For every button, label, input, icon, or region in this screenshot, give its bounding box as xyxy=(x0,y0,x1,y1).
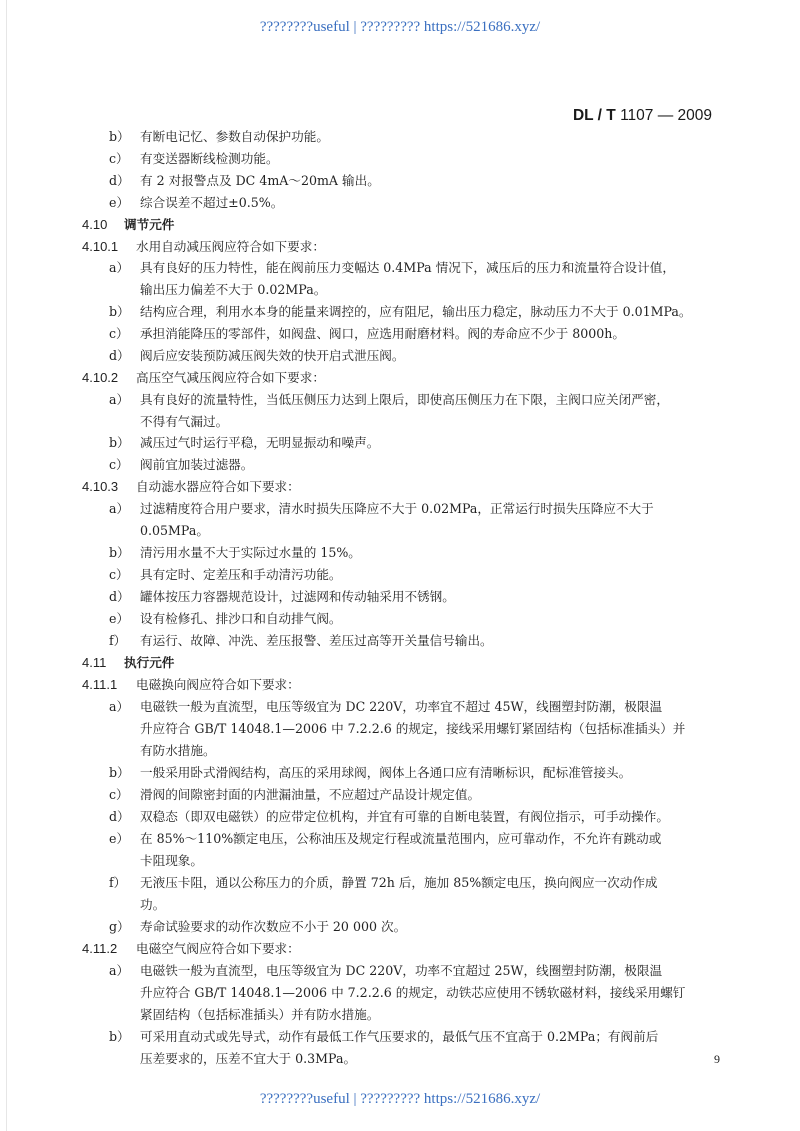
watermark-link-top[interactable]: ????????useful | ????????? https://521686.xyz/ xyxy=(259,19,541,35)
list-item-text: 寿命试验要求的动作次数应不小于 20 000 次。 xyxy=(140,919,407,934)
list-item-label: c） xyxy=(109,457,129,472)
list-item xyxy=(109,326,625,342)
heading-number: 4.10.2 xyxy=(82,370,119,385)
list-item-label: a） xyxy=(109,260,130,275)
subsection-heading xyxy=(82,677,300,693)
heading-number: 4.10.1 xyxy=(82,239,119,254)
list-item-label: b） xyxy=(109,765,130,780)
heading-text: 执行元件 xyxy=(124,655,175,670)
list-item-continuation: 0.05MPa。 xyxy=(140,523,209,538)
subsection-heading xyxy=(82,941,300,957)
list-item-label: d） xyxy=(109,809,130,824)
list-item xyxy=(109,392,669,408)
list-item-continuation: 卡阻现象。 xyxy=(140,853,203,868)
list-item-continuation: 升应符合 GB/T 14048.1—2006 中 7.2.2.6 的规定，动铁芯应使用不锈软磁材料，接线采用螺钉 xyxy=(140,985,686,1000)
list-item-continuation: 功。 xyxy=(140,897,166,912)
list-item-text: 有变送器断线检测功能。 xyxy=(140,151,279,166)
list-item-text: 电磁铁一般为直流型，电压等级宜为 DC 220V，功率不宜超过 25W，线圈塑封防潮，极限温 xyxy=(140,963,663,978)
heading-text: 自动滤水器应符合如下要求： xyxy=(136,479,300,494)
list-item-text: 滑阀的间隙密封面的内泄漏油量，不应超过产品设计规定值。 xyxy=(140,787,481,802)
list-item-continuation: 有防水措施。 xyxy=(140,743,216,758)
list-item-text: 在 85%～110%额定电压，公称油压及规定行程或流量范围内，应可靠动作，不允许有跳动或 xyxy=(140,831,662,846)
list-item xyxy=(109,151,279,167)
list-item-text: 有断电记忆、参数自动保护功能。 xyxy=(140,129,329,144)
list-item-label: e） xyxy=(109,195,130,210)
list-item-label: f） xyxy=(109,633,127,648)
list-item xyxy=(109,831,662,847)
list-item-label: e） xyxy=(109,611,130,626)
list-item-text: 罐体按压力容器规范设计，过滤网和传动轴采用不锈钢。 xyxy=(140,589,455,604)
list-item xyxy=(109,195,284,211)
subsection-heading xyxy=(82,479,300,495)
list-item xyxy=(109,875,658,891)
document-code xyxy=(573,107,712,125)
list-item-label: d） xyxy=(109,173,130,188)
list-item xyxy=(109,435,380,451)
list-item xyxy=(109,545,361,561)
list-item-text: 可采用直动式或先导式，动作有最低工作气压要求的，最低气压不宜高于 0.2MPa；有阀前后 xyxy=(140,1029,659,1044)
list-item-text: 减压过气时运行平稳，无明显振动和噪声。 xyxy=(140,435,380,450)
list-item-label: d） xyxy=(109,589,130,604)
list-item xyxy=(109,129,329,145)
list-item-label: c） xyxy=(109,326,129,341)
list-item-text: 清污用水量不大于实际过水量的 15%。 xyxy=(140,545,361,560)
heading-text: 电磁换向阀应符合如下要求： xyxy=(136,677,300,692)
heading-number: 4.11.1 xyxy=(82,677,118,692)
list-item xyxy=(109,765,632,781)
section-heading xyxy=(82,655,175,671)
heading-number: 4.11 xyxy=(82,655,107,670)
heading-text: 电磁空气阀应符合如下要求： xyxy=(136,941,300,956)
list-item-label: b） xyxy=(109,545,130,560)
list-item-label: e） xyxy=(109,831,130,846)
list-item-label: b） xyxy=(109,1029,130,1044)
list-item-label: f） xyxy=(109,875,127,890)
list-item-text: 具有良好的压力特性，能在阀前压力变幅达 0.4MPa 情况下，减压后的压力和流量符合设计值， xyxy=(140,260,675,275)
list-item-label: c） xyxy=(109,787,129,802)
list-item-text: 有运行、故障、冲洗、差压报警、差压过高等开关量信号输出。 xyxy=(140,633,493,648)
list-item xyxy=(109,963,663,979)
list-item-text: 结构应合理，利用水本身的能量来调控的，应有阻尼，输出压力稳定，脉动压力不大于 0.01MPa。 xyxy=(140,304,692,319)
list-item-continuation: 输出压力偏差不大于 0.02MPa。 xyxy=(140,282,327,297)
list-item-label: a） xyxy=(109,392,130,407)
heading-number: 4.10 xyxy=(82,217,108,232)
list-item-label: c） xyxy=(109,151,129,166)
subsection-heading xyxy=(82,370,325,386)
list-item-continuation: 升应符合 GB/T 14048.1—2006 中 7.2.2.6 的规定，接线采用螺钉紧固结构（包括标准插头）并 xyxy=(140,721,686,736)
list-item-label: d） xyxy=(109,348,130,363)
list-item-label: a） xyxy=(109,963,130,978)
list-item-text: 具有良好的流量特性，当低压侧压力达到上限后，即使高压侧压力在下限，主阀口应关闭严密， xyxy=(140,392,669,407)
list-item xyxy=(109,304,692,320)
list-item xyxy=(109,501,654,517)
list-item xyxy=(109,173,380,189)
section-heading xyxy=(82,217,175,233)
list-item xyxy=(109,457,254,473)
list-item-text: 承担消能降压的零部件，如阀盘、阀口，应选用耐磨材料。阀的寿命应不少于 8000h。 xyxy=(140,326,625,341)
list-item-label: b） xyxy=(109,129,130,144)
list-item-text: 双稳态（即双电磁铁）的应带定位机构，并宜有可靠的自断电装置，有阀位指示，可手动操作。 xyxy=(140,809,669,824)
list-item-continuation: 紧固结构（包括标准插头）并有防水措施。 xyxy=(140,1007,380,1022)
list-item xyxy=(109,809,669,825)
heading-number: 4.10.3 xyxy=(82,479,119,494)
subsection-heading xyxy=(82,239,325,255)
list-item-text: 过滤精度符合用户要求，清水时损失压降应不大于 0.02MPa，正常运行时损失压降应不大于 xyxy=(140,501,654,516)
list-item xyxy=(109,699,663,715)
list-item-text: 阀前宜加装过滤器。 xyxy=(140,457,254,472)
list-item xyxy=(109,348,405,364)
list-item-text: 具有定时、定差压和手动清污功能。 xyxy=(140,567,342,582)
list-item xyxy=(109,633,493,649)
list-item xyxy=(109,1029,659,1045)
list-item-label: a） xyxy=(109,699,130,714)
list-item xyxy=(109,567,342,583)
list-item-label: b） xyxy=(109,304,130,319)
watermark-link-bottom[interactable]: ????????useful | ????????? https://521686.xyz/ xyxy=(259,1091,541,1107)
doc-code-prefix: DL / T xyxy=(572,107,616,124)
heading-text: 调节元件 xyxy=(124,217,175,232)
list-item xyxy=(109,589,455,605)
list-item xyxy=(109,611,342,627)
list-item-text: 设有检修孔、排沙口和自动排气阀。 xyxy=(140,611,342,626)
list-item xyxy=(109,919,407,935)
list-item-continuation: 压差要求的，压差不宜大于 0.3MPa。 xyxy=(140,1051,357,1066)
heading-text: 水用自动减压阀应符合如下要求： xyxy=(136,239,325,254)
list-item-text: 有 2 对报警点及 DC 4mA～20mA 输出。 xyxy=(140,173,380,188)
list-item-label: b） xyxy=(109,435,130,450)
list-item xyxy=(109,260,675,276)
heading-number: 4.11.2 xyxy=(82,941,118,956)
list-item-text: 阀后应安装预防减压阀失效的快开启式泄压阀。 xyxy=(140,348,405,363)
list-item-label: c） xyxy=(109,567,129,582)
heading-text: 高压空气减压阀应符合如下要求： xyxy=(136,370,325,385)
page-edge xyxy=(6,0,7,1131)
doc-code-number: 1107 — 2009 xyxy=(620,107,712,124)
list-item xyxy=(109,787,481,803)
list-item-text: 一般采用卧式滑阀结构，高压的采用球阀，阀体上各通口应有清晰标识，配标准管接头。 xyxy=(140,765,632,780)
list-item-text: 电磁铁一般为直流型，电压等级宜为 DC 220V，功率宜不超过 45W，线圈塑封防潮，极限温 xyxy=(140,699,663,714)
list-item-text: 综合误差不超过±0.5%。 xyxy=(140,195,284,210)
page-number: 9 xyxy=(714,1052,720,1066)
list-item-text: 无液压卡阻，通以公称压力的介质，静置 72h 后，施加 85%额定电压，换向阀应一次动作成 xyxy=(140,875,658,890)
list-item-continuation: 不得有气漏过。 xyxy=(140,414,229,429)
list-item-label: g） xyxy=(109,919,130,934)
list-item-label: a） xyxy=(109,501,130,516)
